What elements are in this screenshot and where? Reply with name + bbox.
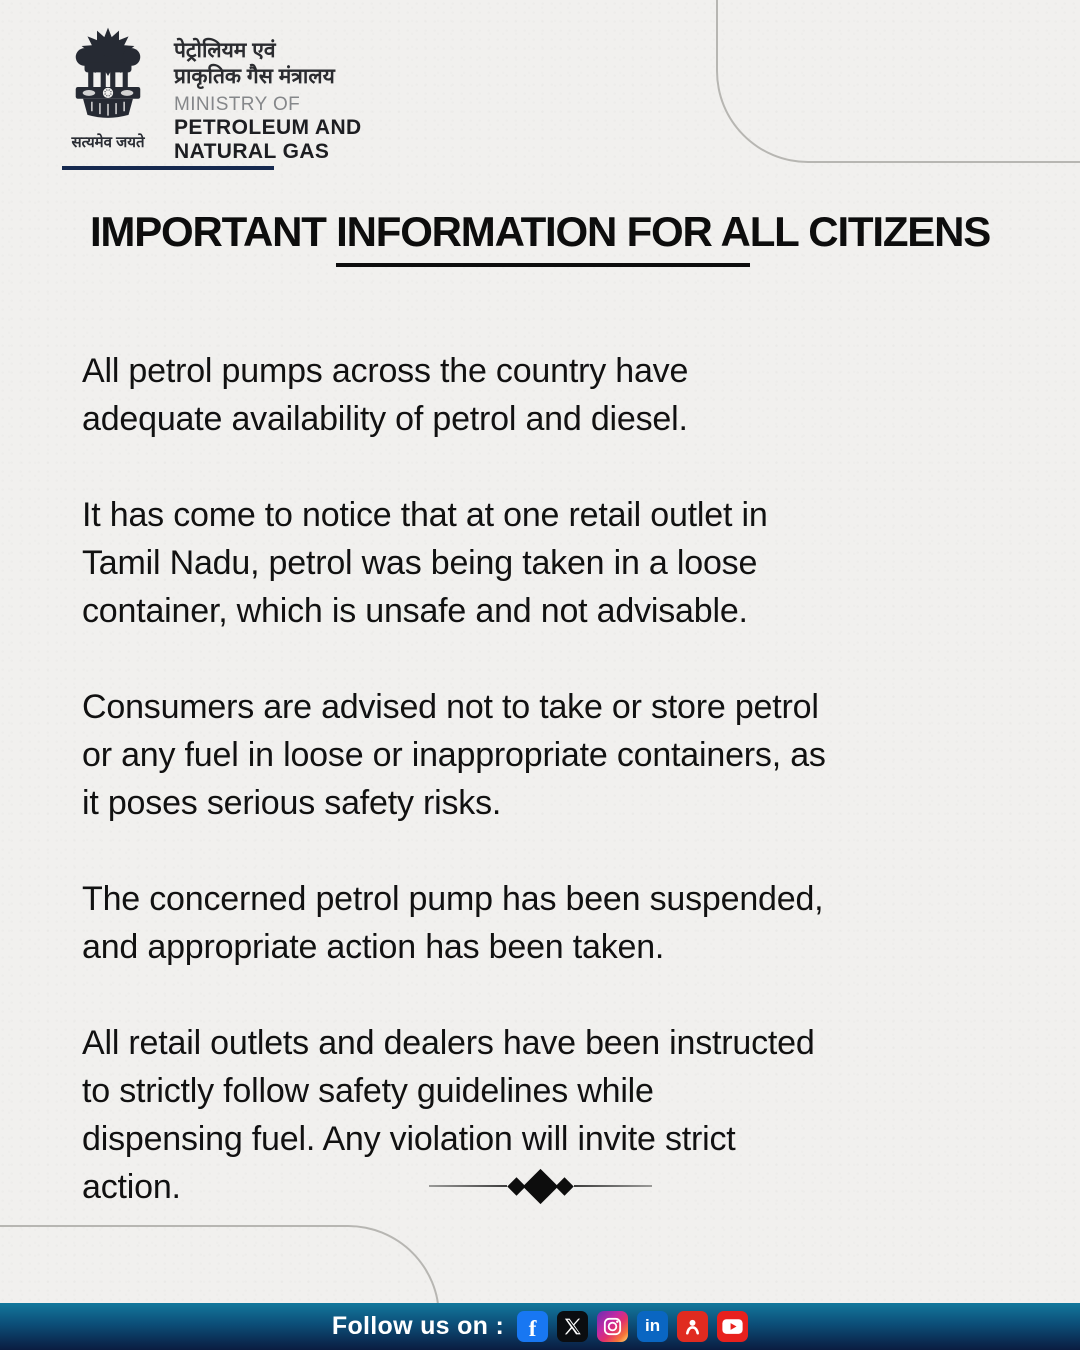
body-line: and appropriate action has been taken. bbox=[82, 928, 665, 966]
diamond-large bbox=[522, 1168, 557, 1203]
body-line: All petrol pumps across the country have bbox=[82, 352, 689, 390]
linkedin-icon[interactable] bbox=[637, 1311, 668, 1342]
body-line: to strictly follow safety guidelines while bbox=[82, 1072, 654, 1110]
ministry-header bbox=[60, 26, 362, 164]
instagram-icon[interactable] bbox=[597, 1311, 628, 1342]
body-line: All retail outlets and dealers have been instructed bbox=[82, 1024, 815, 1062]
body-line: adequate availability of petrol and diesel. bbox=[82, 400, 688, 438]
body-line: or any fuel in loose or inappropriate containers, as bbox=[82, 736, 826, 774]
body-line: The concerned petrol pump has been suspended, bbox=[82, 880, 824, 918]
ministry-name-hindi-line1: पेट्रोलियम एवं bbox=[174, 39, 276, 62]
ministry-name-english-line1: MINISTRY OF bbox=[174, 94, 301, 115]
ministry-name-hindi-line2: प्राकृतिक गैस मंत्रालय bbox=[174, 65, 335, 88]
ministry-name-english-line2: PETROLEUM AND bbox=[174, 116, 362, 139]
linkedin-glyph: in bbox=[645, 1315, 661, 1335]
public-app-person-icon[interactable] bbox=[677, 1311, 708, 1342]
follow-us-label: Follow us on : bbox=[331, 1312, 505, 1340]
diamond-small-right bbox=[555, 1177, 573, 1195]
corner-decoration-top-right bbox=[716, 0, 1080, 163]
body-line: Consumers are advised not to take or store petrol bbox=[82, 688, 819, 726]
ministry-name-english-line3: NATURAL GAS bbox=[174, 140, 330, 163]
social-footer-bar bbox=[0, 1303, 1080, 1350]
facebook-glyph: f bbox=[528, 1316, 537, 1341]
body-line: it poses serious safety risks. bbox=[82, 784, 502, 822]
x-twitter-icon[interactable] bbox=[557, 1311, 588, 1342]
header-underline-rule bbox=[62, 166, 274, 170]
title-pre: IMPORTANT bbox=[89, 208, 337, 255]
divider-line-left bbox=[429, 1185, 507, 1187]
body-line: Tamil Nadu, petrol was being taken in a loose bbox=[82, 544, 758, 582]
title-post: LL CITIZENS bbox=[749, 208, 991, 255]
notice-body bbox=[82, 299, 1022, 1259]
body-line: dispensing fuel. Any violation will invite strict bbox=[82, 1120, 736, 1158]
body-line: action. bbox=[82, 1168, 181, 1206]
facebook-icon[interactable] bbox=[517, 1311, 548, 1342]
emblem-motto: सत्यमेव जयते bbox=[71, 134, 145, 151]
body-line: It has come to notice that at one retail outlet in bbox=[82, 496, 768, 534]
divider-line-right bbox=[574, 1185, 652, 1187]
body-line: container, which is unsafe and not advisable. bbox=[82, 592, 748, 630]
youtube-icon[interactable] bbox=[717, 1311, 748, 1342]
national-emblem-icon bbox=[60, 26, 156, 129]
title-underlined: INFORMATION FOR A bbox=[336, 208, 750, 267]
page-title bbox=[0, 208, 1080, 256]
diamond-divider bbox=[0, 1168, 1080, 1204]
